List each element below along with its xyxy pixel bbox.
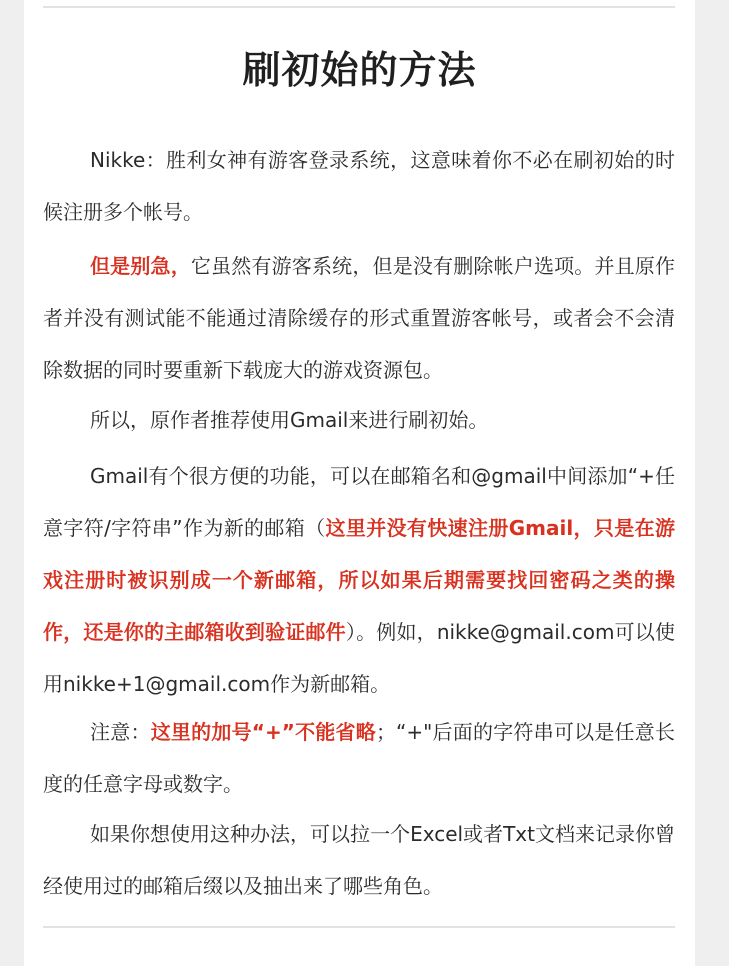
paragraph-guest-login: Nikke：胜利女神有游客登录系统，这意味着你不必在刷初始的时候注册多个帐号。 — [43, 148, 675, 224]
article-page — [24, 0, 695, 966]
paragraph-text: 它虽然有游客系统，但是没有删除帐户选项。并且原作者并没有测试能不能通过清除缓存的形式重置游客帐号，或者会不会清除数据的同时要重新下载庞大的游戏资源包。 — [43, 254, 676, 382]
paragraph-text: Gmail有个很方便的功能，可以在邮箱名和@gmail中间添加“+任意字符/字符串”作为新的邮箱（ — [43, 464, 675, 540]
note-label: 注意： — [90, 720, 151, 744]
top-divider — [43, 6, 675, 8]
emphasis-plus-required: 这里的加号“+”不能省略 — [150, 720, 376, 744]
article-title: 刷初始的方法 — [242, 48, 477, 92]
paragraph-gmail-plus-trick — [43, 450, 675, 710]
paragraph-recommend-gmail: 所以，原作者推荐使用Gmail来进行刷初始。 — [90, 408, 489, 432]
paragraph-text: ）。例如，nikke@gmail.com可以使用nikke+1@gmail.com作为新邮箱。 — [43, 620, 676, 696]
paragraph-no-delete-account — [43, 240, 675, 396]
paragraph-note — [43, 706, 675, 810]
emphasis-not-new-registration: 这里并没有快速注册Gmail，只是在游戏注册时被识别成一个新邮箱，所以如果后期需要找回密码之类的操作，还是你的主邮箱收到验证邮件 — [43, 516, 675, 644]
paragraph-record-suggestion: 如果你想使用这种办法，可以拉一个Excel或者Txt文档来记录你曾经使用过的邮箱后缀以及抽出来了哪些角色。 — [43, 822, 675, 898]
emphasis-but-wait: 但是别急， — [90, 254, 191, 278]
bottom-divider — [43, 926, 675, 928]
paragraph-text: ；“+"后面的字符串可以是任意长度的任意字母或数字。 — [43, 720, 676, 796]
